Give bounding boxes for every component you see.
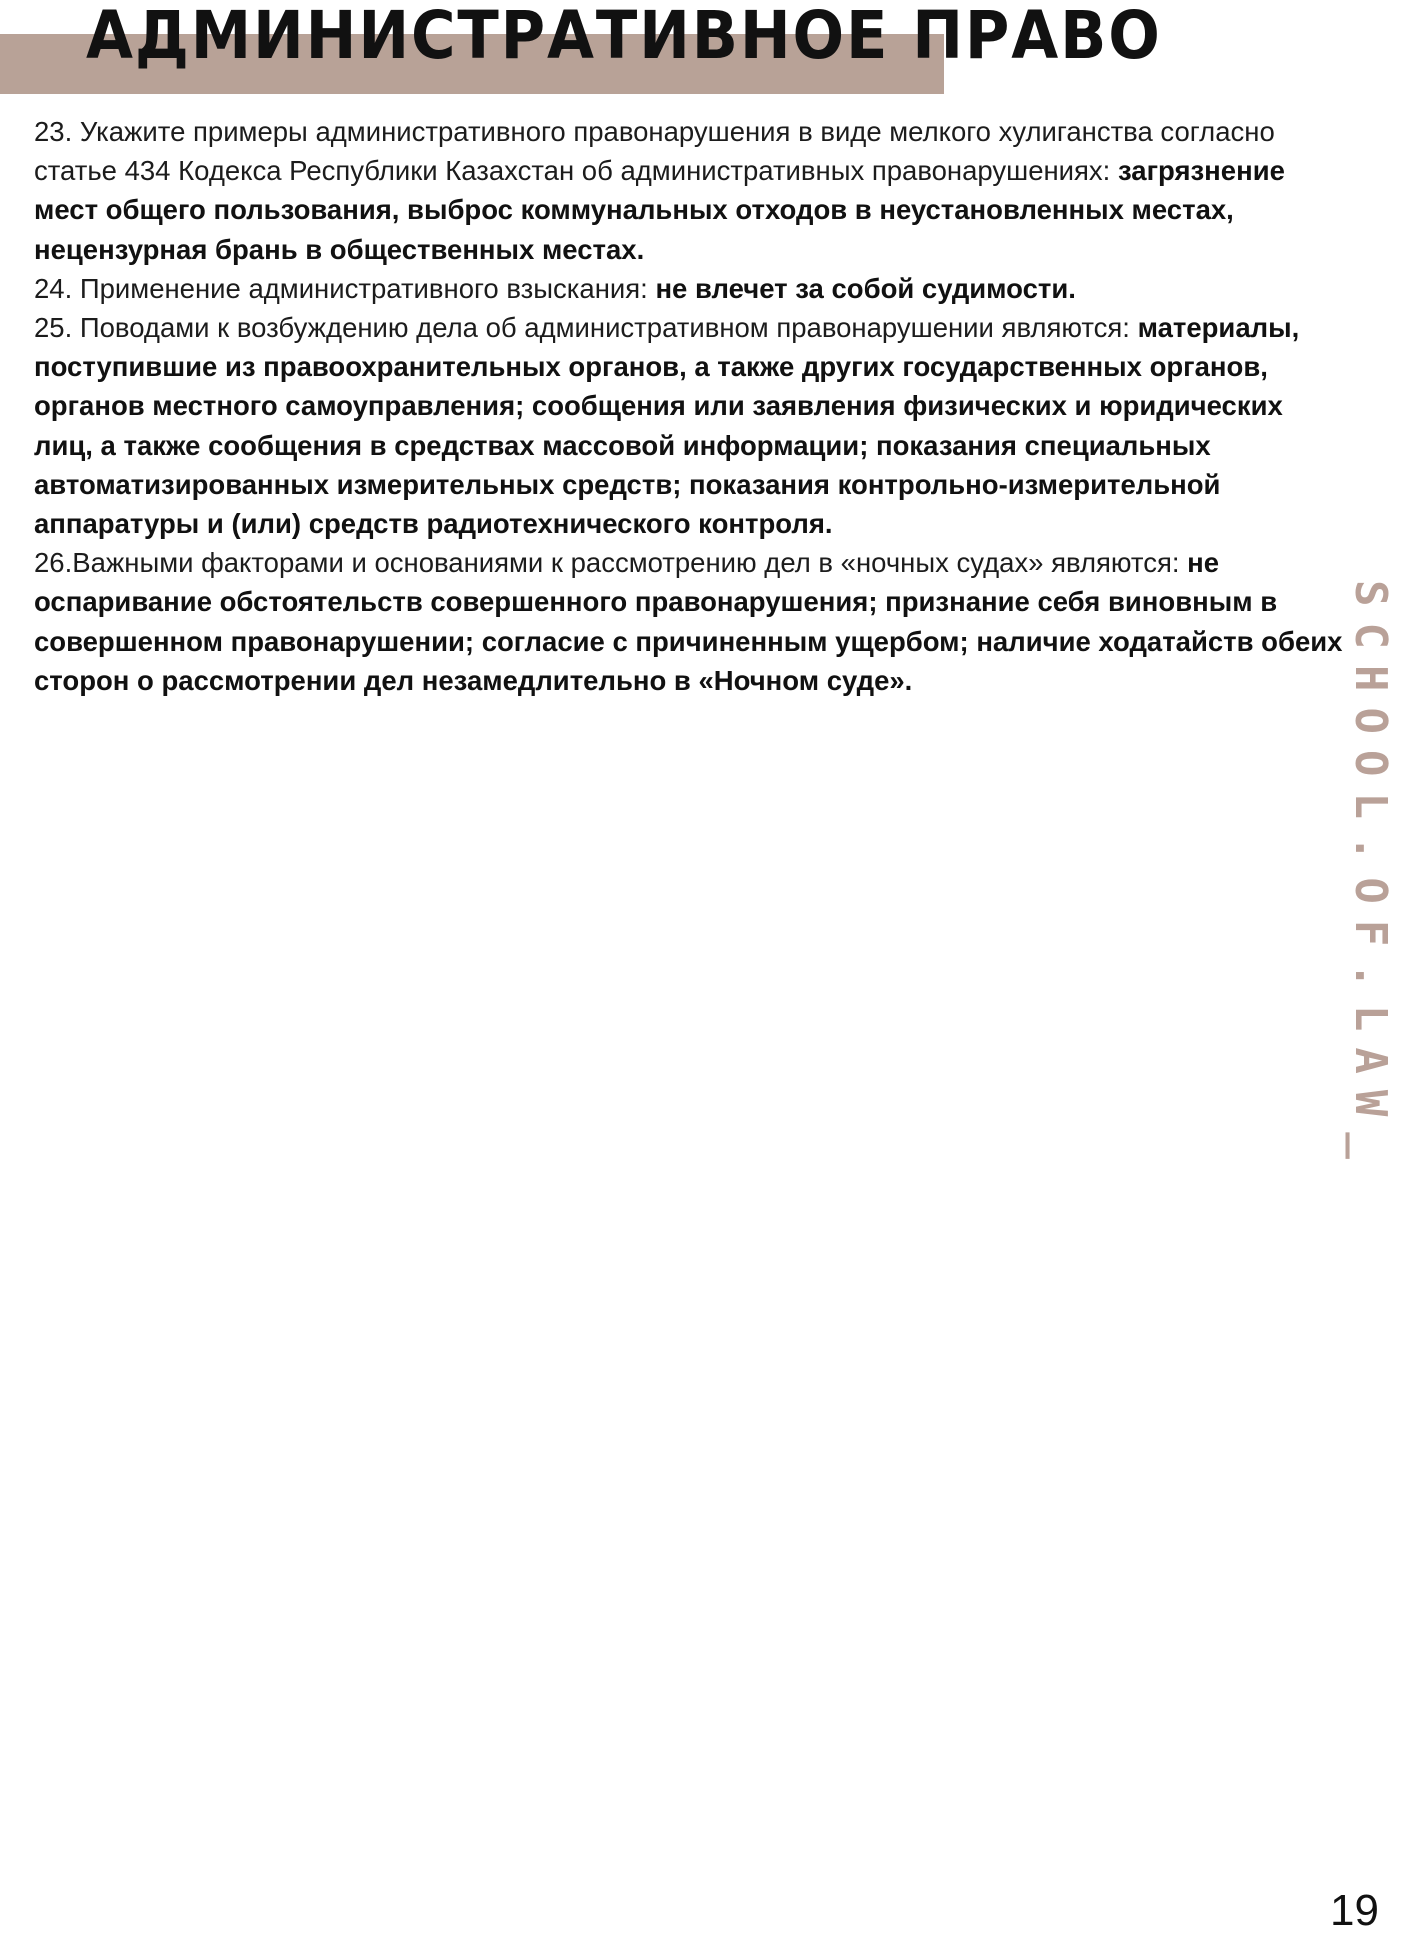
question-text: 24. Применение административного взыскания: bbox=[34, 272, 656, 304]
answer-text: не влечет за собой судимости. bbox=[655, 272, 1076, 304]
question-24 bbox=[34, 269, 1344, 308]
question-text: 25. Поводами к возбуждению дела об административном правонарушении являются: bbox=[34, 312, 1138, 344]
question-text: 26.Важными факторами и основаниями к рассмотрению дел в «ночных судах» являются: bbox=[34, 547, 1188, 579]
page-number: 19 bbox=[1330, 1886, 1379, 1935]
answer-text: материалы, поступившие из правоохранительных органов, а также других государственных органов, органов местного самоуправления; сообщения или заявления физических и юридических лиц, а также сообщения в средствах массовой информации; показания специальных автоматизированных измерительных средств; показания контрольно-измерительной аппаратуры и (или) средств радиотехнического контроля. bbox=[34, 312, 1300, 540]
document-body bbox=[34, 112, 1344, 700]
side-watermark-label: SCHOOL.OF.LAW_ bbox=[1345, 580, 1396, 1175]
question-25 bbox=[34, 308, 1344, 543]
question-23 bbox=[34, 112, 1344, 269]
question-text: 23. Укажите примеры административного правонарушения в виде мелкого хулиганства согласно статье 434 Кодекса Республики Казахстан об административных правонарушениях: bbox=[34, 116, 1275, 187]
page-title: АДМИНИСТРАТИВНОЕ ПРАВО bbox=[86, 0, 1162, 74]
answer-text: не оспаривание обстоятельств совершенного правонарушения; признание себя виновным в совершенном правонарушении; согласие с причиненным ущербом; наличие ходатайств обеих сторон о рассмотрении дел незамедлительно в «Ночном суде». bbox=[34, 547, 1343, 696]
question-26 bbox=[34, 543, 1344, 700]
answer-text: загрязнение мест общего пользования, выброс коммунальных отходов в неустановленных местах, нецензурная брань в общественных местах. bbox=[34, 155, 1285, 265]
